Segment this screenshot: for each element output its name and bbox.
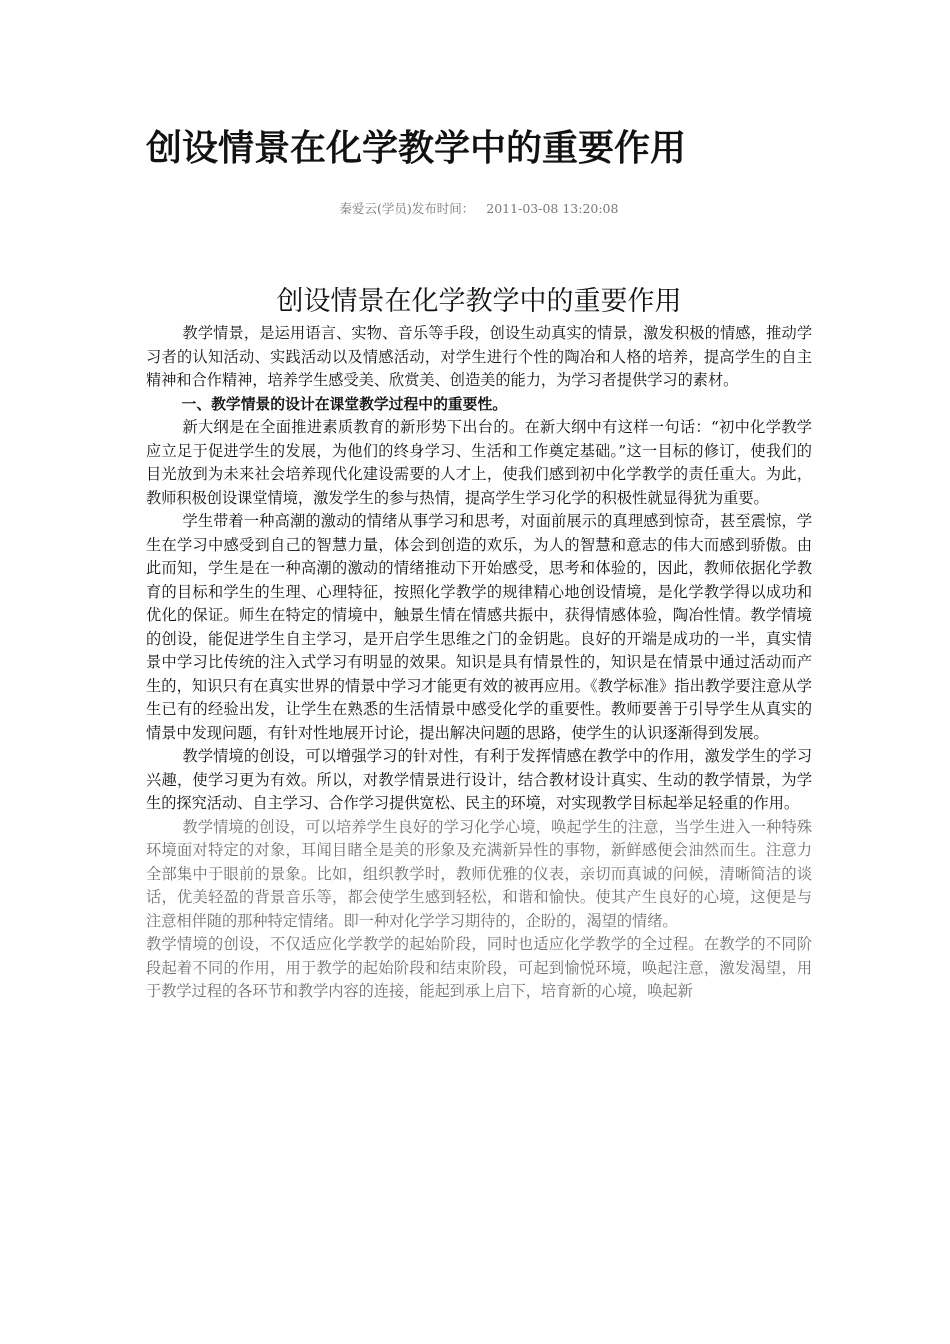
- page-title: 创设情景在化学教学中的重要作用: [146, 128, 687, 169]
- publish-time: 2011-03-08 13:20:08: [486, 201, 619, 216]
- paragraph: 新大纲是在全面推进素质教育的新形势下出台的。在新大纲中有这样一句话：“初中化学教学应立足于促进学生的发展，为他们的终身学习、生活和工作奠定基础。”这一目标的修订，使我们的目光放到为未来社会培养现代化建设需要的人才上，使我们感到初中化学教学的责任重大。为此，教师积极创设课堂情境，激发学生的参与热情，提高学生学习化学的积极性就显得犹为重要。: [146, 418, 812, 507]
- article-subtitle: 创设情景在化学教学中的重要作用: [276, 286, 682, 317]
- paragraph: 学生带着一种高潮的激动的情绪从事学习和思考，对面前展示的真理感到惊奇，甚至震惊，学生在学习中感受到自己的智慧力量，体会到创造的欢乐，为人的智慧和意志的伟大而感到骄傲。由此而知，学生是在一种高潮的激动的情绪推动下开始感受，思考和体验的，因此，教师依据化学教育的目标和学生的生理、心理特征，按照化学教学的规律精心地创设情境，是化学教学得以成功和优化的保证。师生在特定的情境中，触景生情在情感共振中，获得情感体验，陶冶性情。教学情境的创设，能促进学生自主学习，是开启学生思维之门的金钥匙。良好的开端是成功的一半，真实情景中学习比传统的注入式学习有明显的效果。知识是具有情景性的，知识是在情景中通过活动而产生的，知识只有在真实世界的情景中学习才能更有效的被再应用。《教学标准》指出教学要注意从学生已有的经验出发，让学生在熟悉的生活情景中感受化学的重要性。教师要善于引导学生从真实的情景中发现问题，有针对性地展开讨论，提出解决问题的思路，使学生的认识逐渐得到发展。: [146, 512, 812, 742]
- author-label: 秦爱云(学员)发布时间：: [339, 201, 475, 216]
- paragraph: 教学情境的创设，不仅适应化学教学的起始阶段，同时也适应化学教学的全过程。在教学的不同阶段起着不同的作用，用于教学的起始阶段和结束阶段，可起到愉悦环境，唤起注意，激发渴望，用于教学过程的各环节和教学内容的连接，能起到承上启下，培育新的心境，唤起新: [146, 935, 812, 1000]
- paragraph: 教学情境的创设，可以培养学生良好的学习化学心境，唤起学生的注意，当学生进入一种特殊环境面对特定的对象，耳闻目睹全是美的形象及充满新异性的事物，新鲜感便会油然而生。注意力全部集中于眼前的景象。比如，组织教学时，教师优雅的仪表，亲切而真诚的问候，清晰简洁的谈话，优美轻盈的背景音乐等，都会使学生感到轻松，和谐和愉快。使其产生良好的心境，这便是与注意相伴随的那种特定情绪。即一种对化学学习期待的，企盼的，渴望的情绪。: [146, 817, 812, 930]
- section-heading: 一、教学情景的设计在课堂教学过程中的重要性。: [181, 395, 508, 413]
- article-body: [146, 322, 812, 1004]
- paragraph-intro: 教学情景，是运用语言、实物、音乐等手段，创设生动真实的情景，激发积极的情感，推动学习者的认知活动、实践活动以及情感活动，对学生进行个性的陶冶和人格的培养，提高学生的自主精神和合作精神，培养学生感受美、欣赏美、创造美的能力，为学习者提供学习的素材。: [146, 324, 812, 389]
- article-meta: [146, 200, 812, 218]
- paragraph: 教学情境的创设，可以增强学习的针对性，有利于发挥情感在教学中的作用，激发学生的学习兴趣，使学习更为有效。所以，对教学情景进行设计，结合教材设计真实、生动的教学情景，为学生的探究活动、自主学习、合作学习提供宽松、民主的环境，对实现教学目标起举足轻重的作用。: [146, 747, 812, 812]
